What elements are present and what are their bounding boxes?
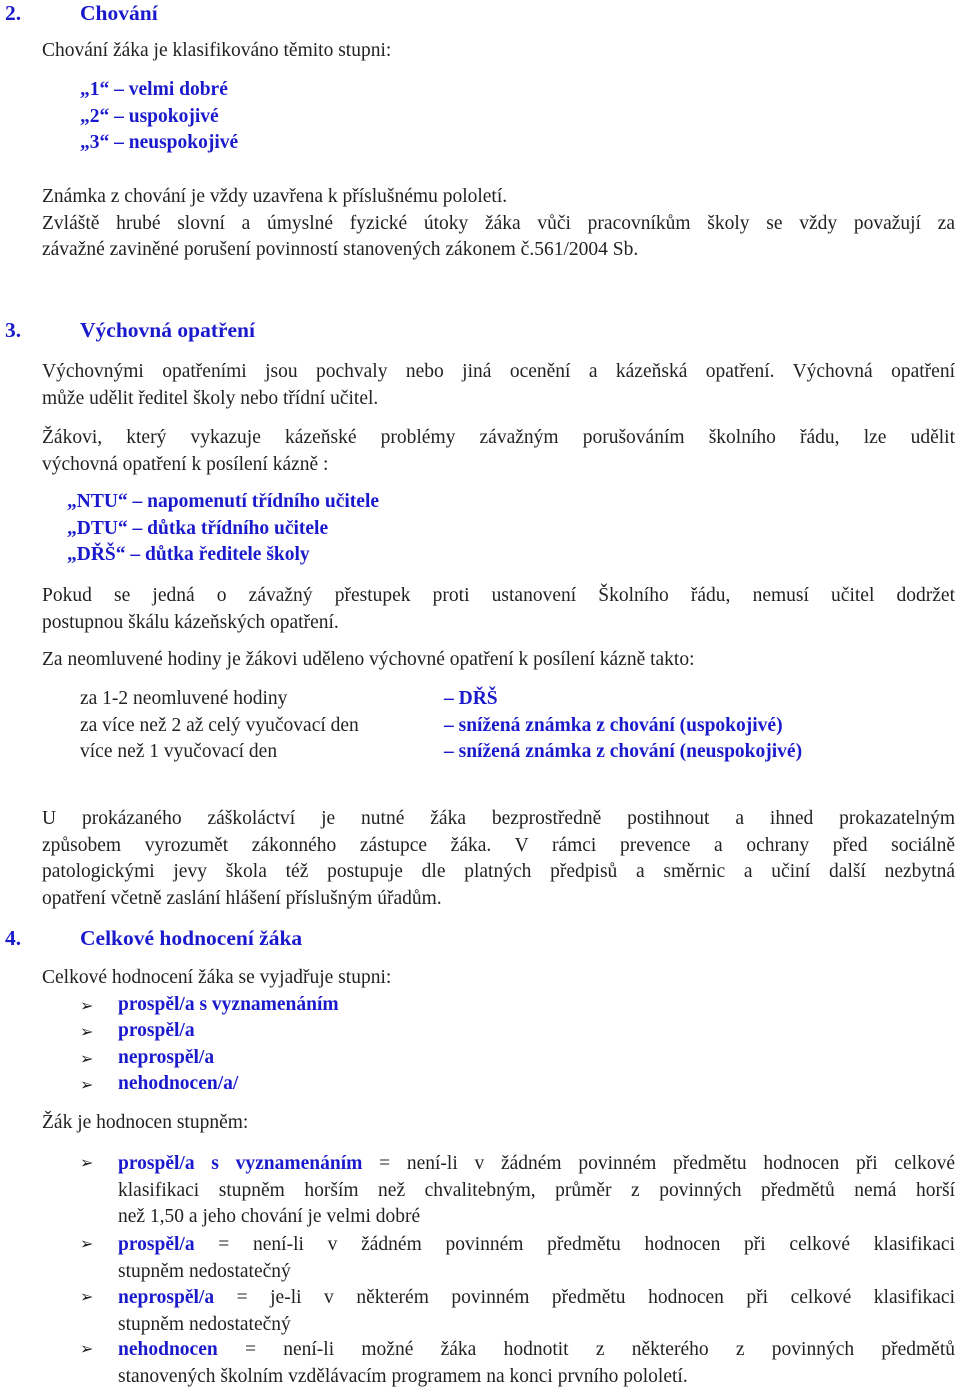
section-4-number: 4. xyxy=(5,926,22,950)
definition-term: nehodnocen xyxy=(118,1339,218,1360)
absence-measure: – snížená známka z chování (neuspokojivé) xyxy=(444,741,803,762)
definition-term: prospěl/a s vyznamenáním xyxy=(118,1153,363,1174)
arrow-bullet-icon: ➢ xyxy=(80,1287,94,1306)
section-2-title: Chování xyxy=(80,1,158,25)
text-line: závažné zaviněné porušení povinností stanovených zákonem č.561/2004 Sb. xyxy=(42,239,639,260)
text-line: neprospěl/a = je-li v některém povinném předmětu hodnocen při celkové klasifikaci xyxy=(118,1287,955,1308)
absence-condition: za 1-2 neomluvené hodiny xyxy=(80,688,288,709)
text-line: opatření včetně zaslání hlášení příslušným úřadům. xyxy=(42,887,442,909)
definition-term: neprospěl/a xyxy=(118,1287,215,1308)
absence-condition: více než 1 vyučovací den xyxy=(80,741,278,762)
measure-drs: „DŘŠ“ – důtka ředitele školy xyxy=(67,544,310,565)
text-line: prospěl/a = není-li v žádném povinném předmětu hodnocen při celkové klasifikaci xyxy=(118,1234,955,1255)
definition-item xyxy=(118,1151,955,1231)
text-line: výchovná opatření k posílení kázně : xyxy=(42,453,329,475)
definition-item xyxy=(118,1337,955,1390)
text-line: stupněm nedostatečný xyxy=(118,1313,291,1335)
measure-dtu: „DTU“ – důtka třídního učitele xyxy=(67,518,329,539)
text-line: způsobem vyrozumět zákonného zástupce žáka. V rámci prevence a ochrany před sociálně xyxy=(42,834,955,856)
absence-measure: – DŘŠ xyxy=(444,688,498,709)
arrow-bullet-icon: ➢ xyxy=(80,1153,94,1172)
section-3-paragraph-4: Za neomluvené hodiny je žákovi uděleno výchovné opatření k posílení kázně takto: xyxy=(42,649,695,670)
text-line: Zvláště hrubé slovní a úmyslné fyzické útoky žáka vůči pracovníkům školy se vždy považují za xyxy=(42,212,955,234)
text-line: než 1,50 a jeho chování je velmi dobré xyxy=(118,1206,421,1227)
section-3-paragraph-1 xyxy=(42,359,955,412)
absence-condition: za více než 2 až celý vyučovací den xyxy=(80,715,359,736)
definition-term: prospěl/a xyxy=(118,1234,195,1255)
section-4-intro-2: Žák je hodnocen stupněm: xyxy=(42,1112,249,1133)
arrow-bullet-icon: ➢ xyxy=(80,1022,94,1041)
arrow-bullet-icon: ➢ xyxy=(80,1339,94,1358)
arrow-bullet-icon: ➢ xyxy=(80,1234,94,1253)
text-line: Známka z chování je vždy uzavřena k příslušnému pololetí. xyxy=(42,186,508,207)
grade-1: „1“ – velmi dobré xyxy=(80,79,228,100)
text-line: Žákovi, který vykazuje kázeňské problémy závažným porušováním školního řádu, lze udělit xyxy=(42,427,955,448)
level-item: prospěl/a s vyznamenáním xyxy=(118,994,339,1015)
section-3-title: Výchovná opatření xyxy=(80,318,255,342)
text-line: U prokázaného záškoláctví je nutné žáka bezprostředně postihnout a ihned prokazatelným xyxy=(42,808,955,829)
text-line: klasifikaci stupněm horším než chvalitebným, průměr z povinných předmětů nemá horší xyxy=(118,1179,955,1201)
definition-item xyxy=(118,1232,955,1285)
measure-ntu: „NTU“ – napomenutí třídního učitele xyxy=(67,491,380,512)
section-3-paragraph-3 xyxy=(42,583,955,636)
section-3-paragraph-5 xyxy=(42,806,955,912)
level-item: prospěl/a xyxy=(118,1020,195,1041)
grade-3: „3“ – neuspokojivé xyxy=(80,132,239,153)
grade-2: „2“ – uspokojivé xyxy=(80,106,219,127)
section-2-paragraph xyxy=(42,184,955,264)
text-line: může udělit ředitel školy nebo třídní učitel. xyxy=(42,387,379,409)
arrow-bullet-icon: ➢ xyxy=(80,1075,94,1094)
text-line: stanovených školním vzdělávacím programem na konci prvního pololetí. xyxy=(118,1365,688,1387)
section-3-number: 3. xyxy=(5,318,22,342)
arrow-bullet-icon: ➢ xyxy=(80,996,94,1015)
section-3-paragraph-2 xyxy=(42,425,955,478)
text-line: postupnou škálu kázeňských opatření. xyxy=(42,611,339,633)
text-line: patologickými jevy škola též postupuje dle platných předpisů a směrnic a učiní další nezbytná xyxy=(42,861,955,882)
text-line: prospěl/a s vyznamenáním = není-li v žádném povinném předmětu hodnocen při celkové xyxy=(118,1153,955,1174)
text-line: Pokud se jedná o závažný přestupek proti ustanovení Školního řádu, nemusí učitel dodržet xyxy=(42,585,955,606)
text-line: Výchovnými opatřeními jsou pochvaly nebo jiná ocenění a kázeňská opatření. Výchovná opatření xyxy=(42,361,955,382)
definition-item xyxy=(118,1285,955,1338)
text-line: nehodnocen = není-li možné žáka hodnotit z některého z povinných předmětů xyxy=(118,1339,955,1360)
section-2-intro: Chování žáka je klasifikováno těmito stupni: xyxy=(42,40,392,61)
absence-measure: – snížená známka z chování (uspokojivé) xyxy=(444,715,783,736)
level-item: nehodnocen/a/ xyxy=(118,1073,239,1094)
section-4-intro: Celkové hodnocení žáka se vyjadřuje stupni: xyxy=(42,967,392,988)
level-item: neprospěl/a xyxy=(118,1047,215,1068)
arrow-bullet-icon: ➢ xyxy=(80,1049,94,1068)
section-2-number: 2. xyxy=(5,1,22,25)
text-line: stupněm nedostatečný xyxy=(118,1260,291,1282)
section-4-title: Celkové hodnocení žáka xyxy=(80,926,303,950)
